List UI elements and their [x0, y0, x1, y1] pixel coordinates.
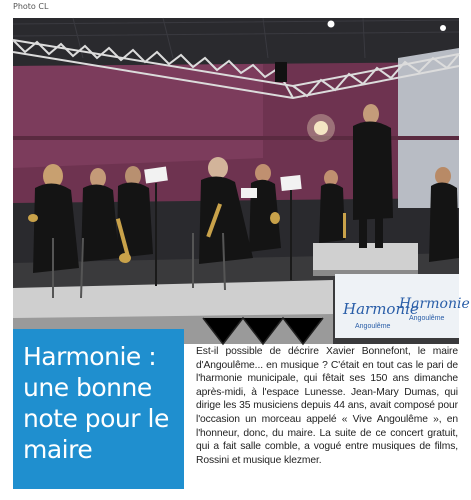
banner-text-2: Harmonie: [399, 296, 470, 312]
banner-text: Harmonie: [343, 300, 419, 318]
banner-subtext: Angoulême: [355, 323, 391, 330]
concert-photo: [13, 18, 470, 344]
article-body: Est-il possible de décrire Xavier Bonnefont, le maire d'Angoulême... en musique ? C'était en tout cas le pari de l'harmonie municipale, qui fêtait ses 150 ans dimanche après-midi, à l'espace Lunesse. Jean-Mary Dumas, qui dirige les 35 musiciens depuis 44 ans, avait composé pour l'occasion un morceau appelé « Vive Angoulême », en l'honneur, donc, du maire. La suite de ce concert gratuit, qui a fait salle comble, a vogué entre musiques de films, Rossini et musique klezmer.: [196, 346, 458, 466]
headline-box: [13, 329, 184, 489]
headline: Harmonie : une bonne note pour le maire: [23, 342, 169, 464]
banner-subtext-2: Angoulême: [409, 315, 445, 322]
photo-credit: Photo CL: [13, 2, 49, 11]
